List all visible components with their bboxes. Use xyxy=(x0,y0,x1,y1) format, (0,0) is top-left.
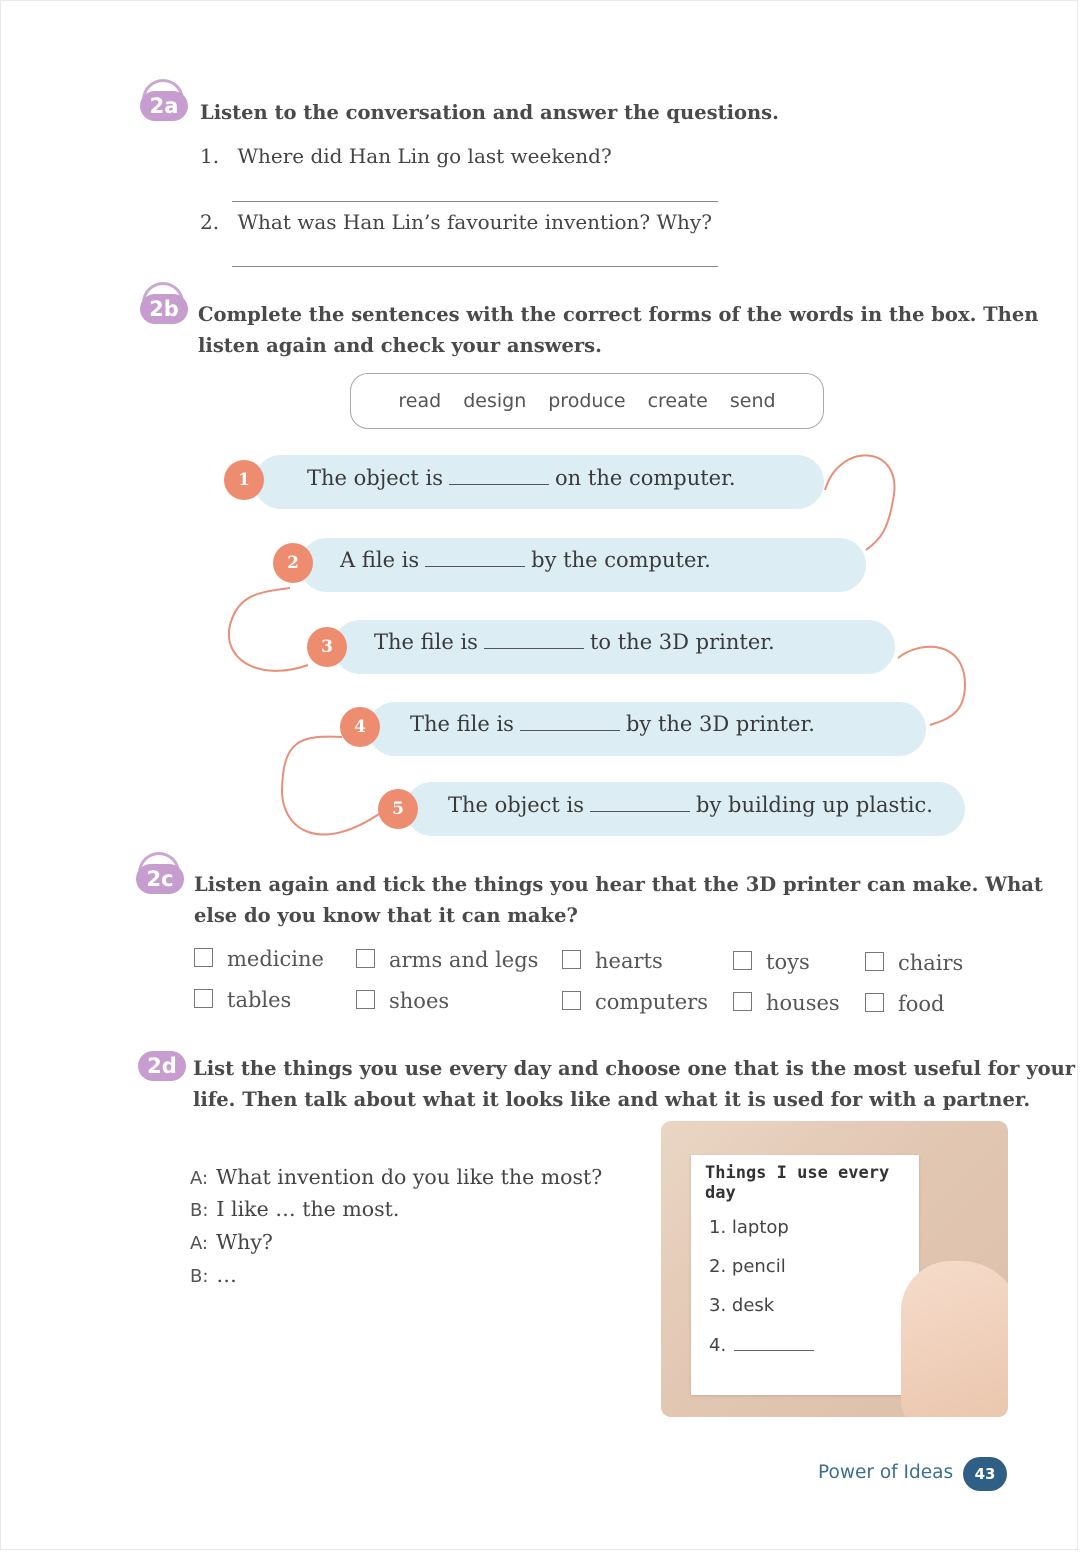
question-text: Where did Han Lin go last weekend? xyxy=(237,144,612,168)
section-2b-instruction-line1: Complete the sentences with the correct forms of the words in the box. Then xyxy=(198,303,1039,326)
sentence-number-5: 5 xyxy=(378,789,418,829)
note-item-4: 4. xyxy=(709,1335,814,1356)
note-title: Things I use every day xyxy=(705,1163,890,1203)
connector-curve-4-5 xyxy=(282,737,382,835)
section-2d-instruction-line1: List the things you use every day and choose one that is the most useful for your xyxy=(193,1057,1076,1080)
section-2b-badge: 2b xyxy=(138,282,194,326)
dialogue-line-2: B: I like … the most. xyxy=(190,1197,400,1221)
sentence-4: The file is by the 3D printer. xyxy=(410,712,815,736)
tick-option-houses[interactable]: houses xyxy=(733,991,840,1015)
word-box-item: create xyxy=(647,390,708,412)
note-item-3: 3. desk xyxy=(709,1295,775,1316)
blank-5[interactable] xyxy=(590,811,690,812)
checkbox[interactable] xyxy=(562,950,581,969)
section-2c-instruction-line2: else do you know that it can make? xyxy=(194,904,578,927)
tick-option-tables[interactable]: tables xyxy=(194,988,291,1012)
tick-option-toys[interactable]: toys xyxy=(733,950,810,974)
note-paper xyxy=(691,1155,919,1395)
sentence-number-2: 2 xyxy=(273,543,313,583)
hand-image xyxy=(901,1261,1008,1417)
checkbox[interactable] xyxy=(733,951,752,970)
dialogue-line-3: A: Why? xyxy=(190,1230,273,1254)
dialogue-line-4: B: … xyxy=(190,1263,237,1287)
tick-option-chairs[interactable]: chairs xyxy=(865,951,963,975)
checkbox[interactable] xyxy=(733,992,752,1011)
checkbox[interactable] xyxy=(865,952,884,971)
tick-option-food[interactable]: food xyxy=(865,992,945,1016)
sentence-number-4: 4 xyxy=(340,707,380,747)
section-2a-badge: 2a xyxy=(138,79,194,123)
sentence-5: The object is by building up plastic. xyxy=(448,793,933,817)
tick-option-hearts[interactable]: hearts xyxy=(562,949,663,973)
sentence-3: The file is to the 3D printer. xyxy=(374,630,775,654)
checkbox[interactable] xyxy=(356,990,375,1009)
sentence-2: A file is by the computer. xyxy=(340,548,711,572)
tick-option-arms-and-legs[interactable]: arms and legs xyxy=(356,948,538,972)
checkbox[interactable] xyxy=(194,948,213,967)
question-number: 1. xyxy=(200,144,220,168)
blank-4[interactable] xyxy=(520,730,620,731)
section-2b-instruction-line2: listen again and check your answers. xyxy=(198,334,602,357)
word-box-item: produce xyxy=(548,390,626,412)
note-item-2: 2. pencil xyxy=(709,1256,786,1277)
sentence-number-3: 3 xyxy=(307,627,347,667)
tick-option-computers[interactable]: computers xyxy=(562,990,708,1014)
word-box-item: send xyxy=(729,390,776,412)
connector-curve-1-2 xyxy=(825,455,894,550)
tick-option-shoes[interactable]: shoes xyxy=(356,989,449,1013)
sentence-1: The object is on the computer. xyxy=(307,466,736,490)
checkbox[interactable] xyxy=(194,989,213,1008)
word-box-item: read xyxy=(398,390,442,412)
checkbox[interactable] xyxy=(356,949,375,968)
question-text: What was Han Lin’s favourite invention? Why? xyxy=(237,210,712,234)
question-number: 2. xyxy=(200,210,220,234)
connector-curve-2-3 xyxy=(229,588,308,671)
blank-2[interactable] xyxy=(425,566,525,567)
note-blank[interactable] xyxy=(734,1350,814,1351)
note-item-1: 1. laptop xyxy=(709,1217,789,1238)
footer-unit-title: Power of Ideas xyxy=(818,1462,954,1483)
blank-1[interactable] xyxy=(449,484,549,485)
section-2d-badge: 2d xyxy=(136,1047,192,1091)
dialogue-line-1: A: What invention do you like the most? xyxy=(190,1165,603,1189)
word-box-item: design xyxy=(463,390,527,412)
note-photo xyxy=(661,1121,1008,1417)
blank-3[interactable] xyxy=(484,648,584,649)
sentence-number-1: 1 xyxy=(224,460,264,500)
tick-option-medicine[interactable]: medicine xyxy=(194,947,324,971)
checkbox[interactable] xyxy=(562,991,581,1010)
page-number-badge: 43 xyxy=(963,1457,1007,1491)
section-2c-instruction-line1: Listen again and tick the things you hear that the 3D printer can make. What xyxy=(194,873,1043,896)
section-2c-badge: 2c xyxy=(134,852,190,896)
section-2a-instruction: Listen to the conversation and answer the questions. xyxy=(200,101,779,124)
section-2d-instruction-line2: life. Then talk about what it looks like and what it is used for with a partner. xyxy=(193,1088,1031,1111)
checkbox[interactable] xyxy=(865,993,884,1012)
